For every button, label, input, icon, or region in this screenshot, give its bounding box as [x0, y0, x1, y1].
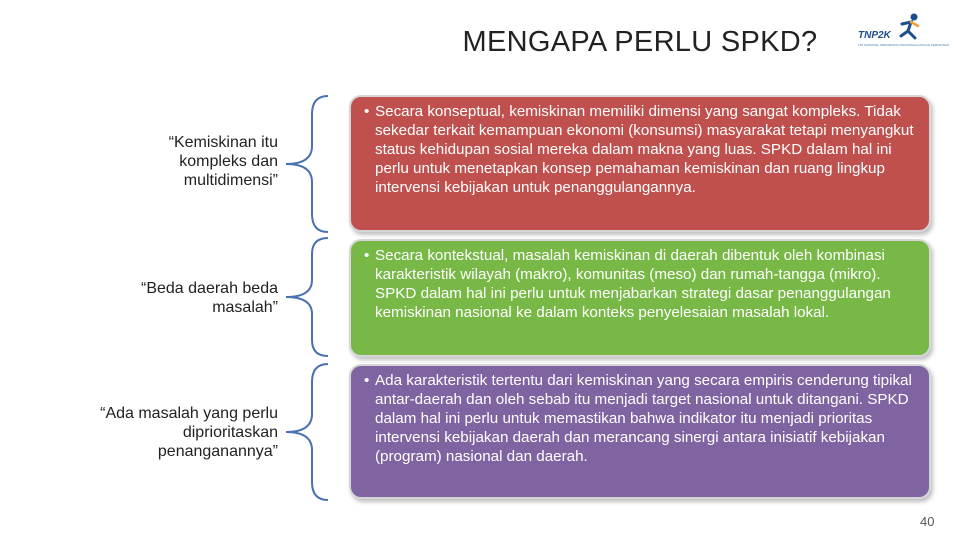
bullet-icon: •	[364, 103, 370, 120]
explanation-text-3: Ada karakteristik tertentu dari kemiskinan yang secara empiris cenderung tipikal antar-daerah dan oleh sebab itu menjadi target nasional untuk ditangani. SPKD dalam hal ini perlu untuk memastikan bahwa indikator itu menjadi prioritas intervensi kebijakan daerah dan merancang sinergi antara inisiatif kebijakan (program) nasional dan daerah.	[375, 372, 912, 465]
page-number: 40	[920, 514, 935, 529]
explanation-box-contextual	[349, 239, 931, 357]
explanation-box-conceptual	[349, 95, 931, 232]
quote-2: “Beda daerah beda masalah”	[141, 280, 278, 316]
explanation-text-2: Secara kontekstual, masalah kemiskinan di daerah dibentuk oleh kombinasi karakteristik wilayah (makro), komunitas (meso) dan rumah-tangga (mikro). SPKD dalam hal ini perlu untuk menjabarkan strategi dasar penanggulangan kemiskinan nasional ke dalam konteks penyelesaian masalah lokal.	[375, 247, 891, 321]
brace-1	[282, 94, 332, 234]
explanation-box-priority	[349, 364, 931, 499]
quote-3: “Ada masalah yang perlu diprioritaskan penanganannya”	[100, 405, 278, 460]
slide-title: MENGAPA PERLU SPKD?	[462, 26, 818, 58]
explanation-text-1: Secara konseptual, kemiskinan memiliki dimensi yang sangat kompleks. Tidak sekedar terkait kemampuan ekonomi (konsumsi) masyarakat tetapi menyangkut status kehidupan sosial mereka dalam makna yang luas. SPKD dalam hal ini perlu untuk menetapkan konsep pemahaman kemiskinan dan ruang lingkup intervensi kebijakan untuk penanggulangannya.	[375, 103, 914, 196]
quote-1: “Kemiskinan itu kompleks dan multidimensi”	[168, 134, 278, 189]
logo-subtext: TIM NASIONAL PERCEPATAN PENANGGULANGAN KEMISKINAN	[858, 43, 950, 47]
tnp2k-logo	[852, 12, 952, 60]
brace-3	[282, 362, 332, 502]
bullet-icon: •	[364, 372, 370, 389]
logo-text: TNP2K	[858, 30, 891, 41]
brace-2	[282, 236, 332, 358]
runner-icon	[894, 12, 924, 42]
bullet-icon: •	[364, 247, 370, 264]
